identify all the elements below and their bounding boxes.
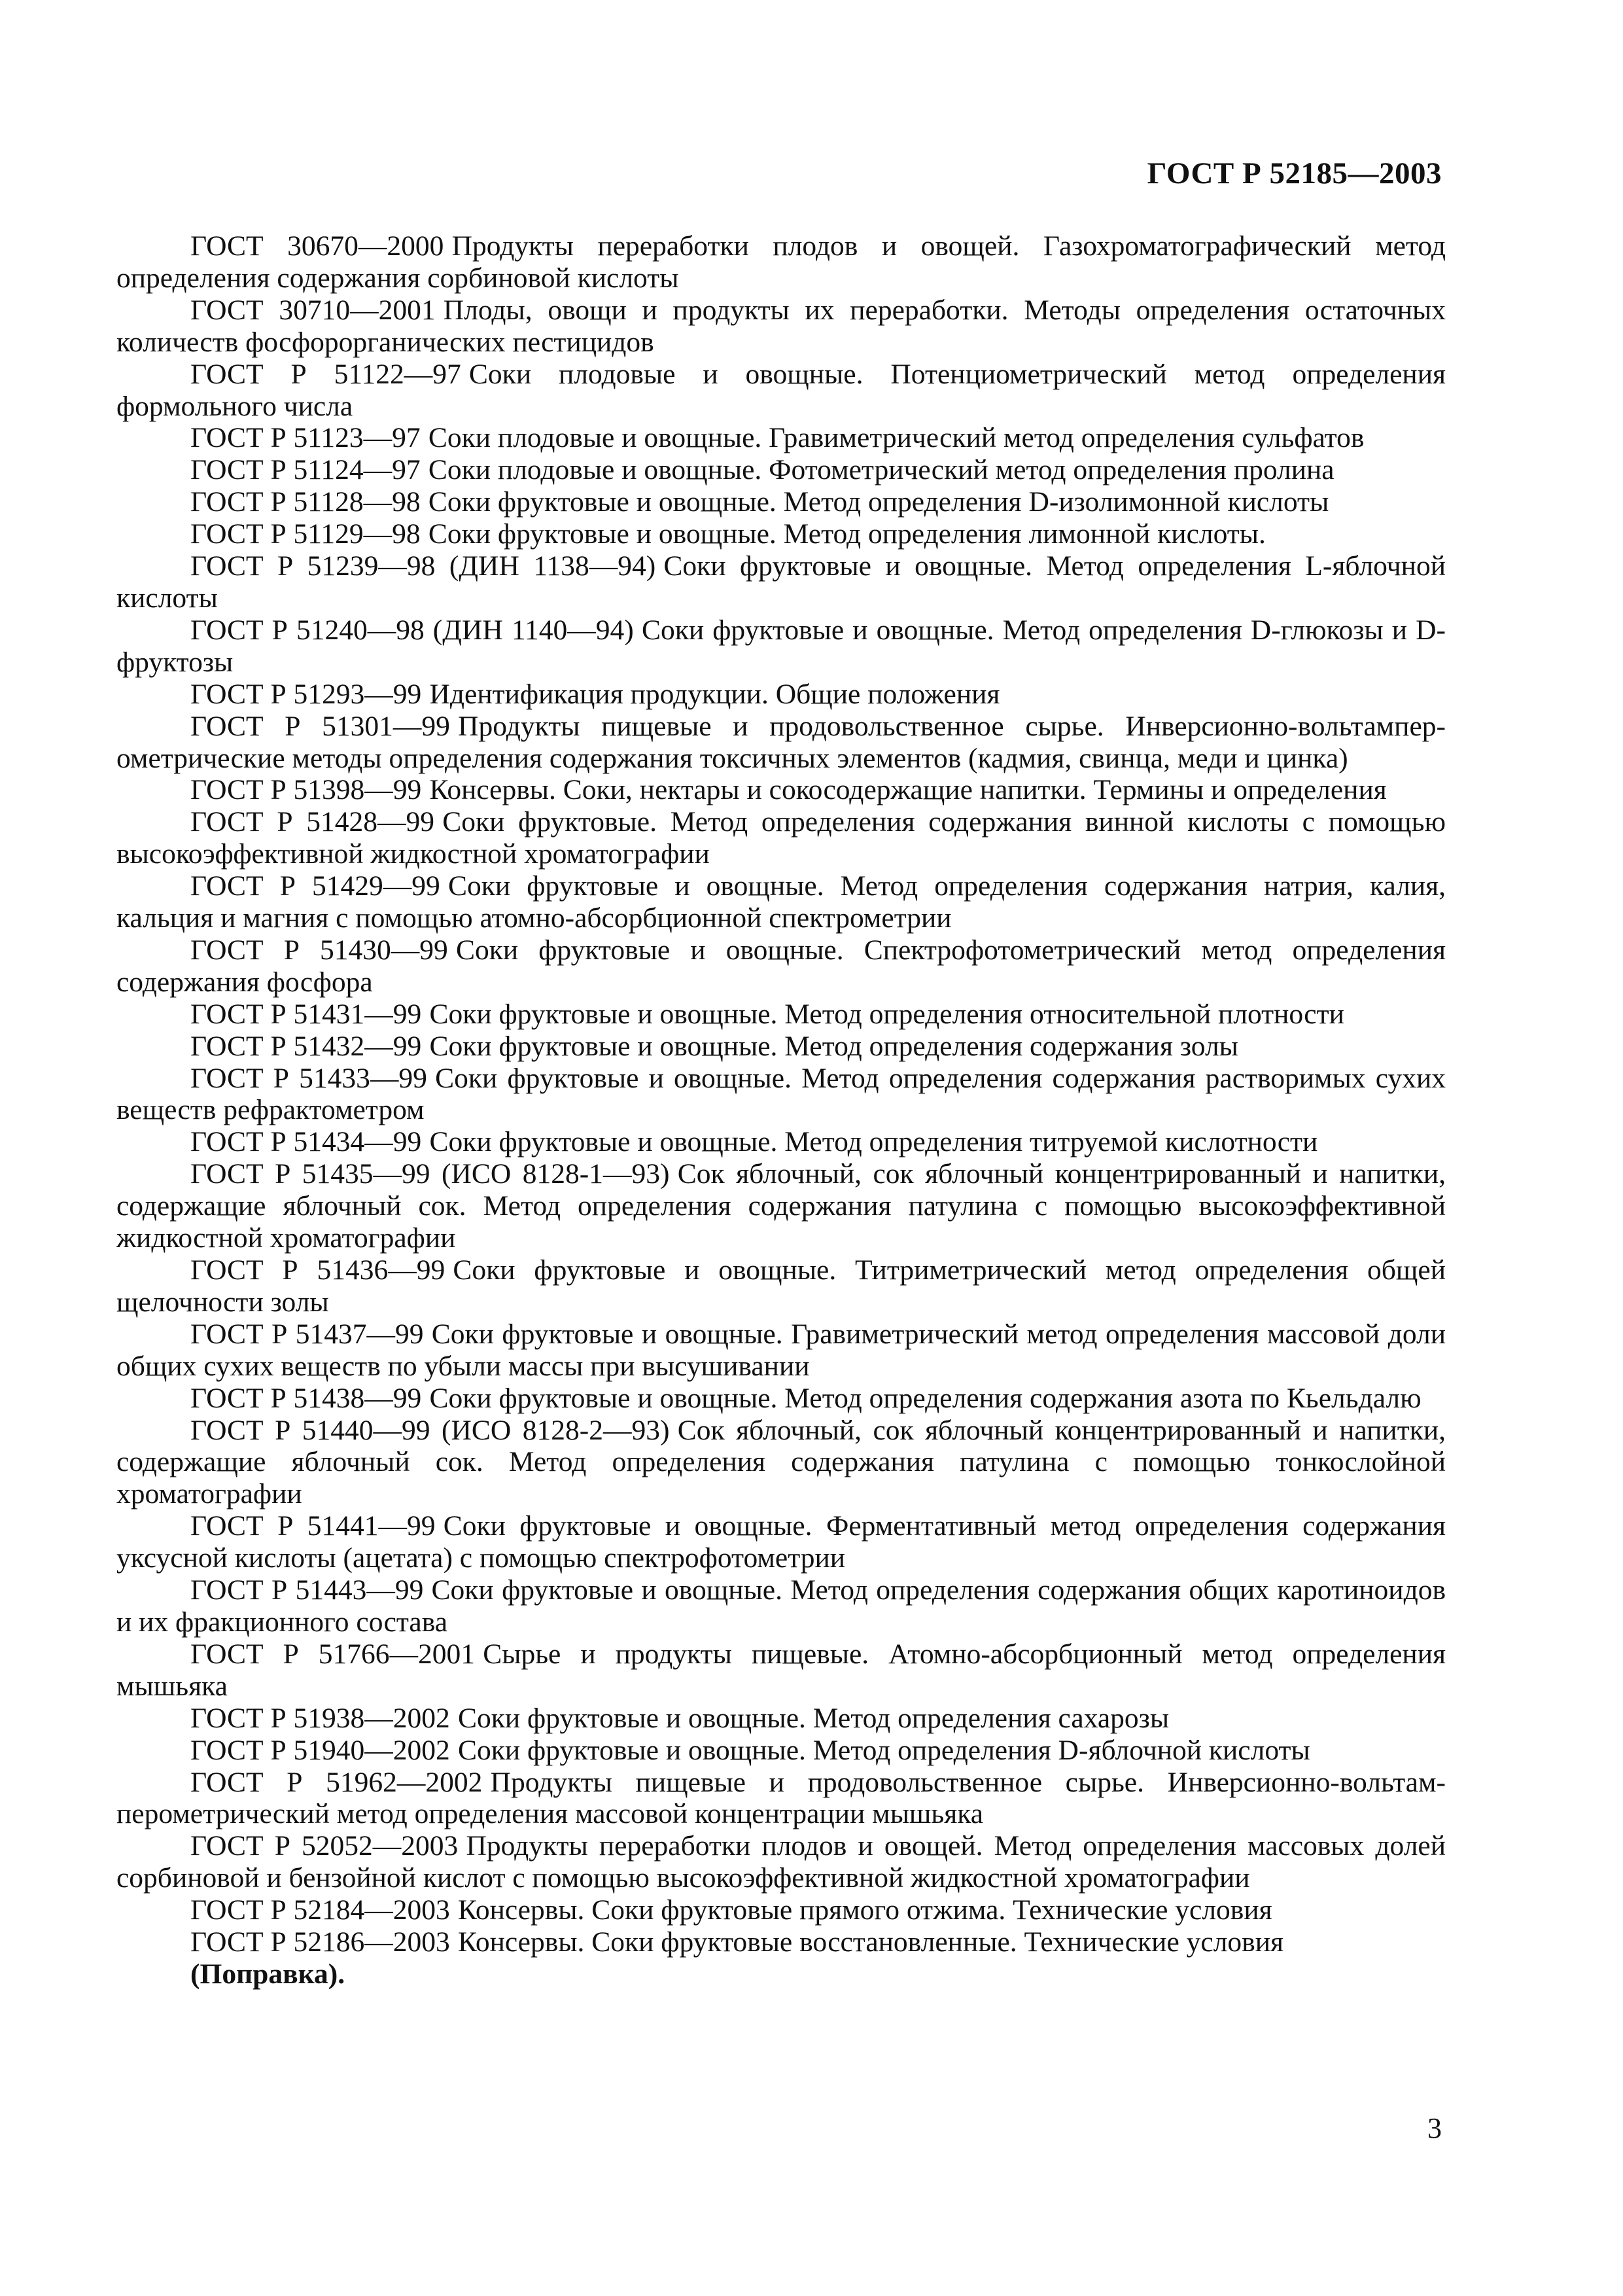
standard-code: ГОСТ Р 51438—99 xyxy=(190,1382,422,1414)
standard-code: ГОСТ 30670—2000 xyxy=(190,230,444,262)
reference-entry xyxy=(116,774,1446,806)
reference-entry xyxy=(116,1158,1446,1254)
standard-title: Плоды, овощи и продукты их переработки. Методы определения остаточных количеств фосфорорганических пестицидов xyxy=(116,294,1446,358)
standard-title: Соки фруктовые и овощные. Гравиметрический метод определения массовой доли общих сухих веществ по убыли массы при высушивании xyxy=(116,1318,1446,1382)
standard-code: ГОСТ Р 51122—97 xyxy=(190,358,461,390)
reference-entry xyxy=(116,998,1446,1031)
standard-title: Соки фруктовые и овощные. Метод определения D-изолимонной кислоты xyxy=(428,486,1329,518)
standard-code: ГОСТ Р 51441—99 xyxy=(190,1510,436,1542)
standard-code: ГОСТ Р 51123—97 xyxy=(190,422,421,454)
standard-code: ГОСТ Р 51431—99 xyxy=(190,998,422,1030)
standard-code: ГОСТ Р 51432—99 xyxy=(190,1030,422,1062)
reference-entry xyxy=(116,1031,1446,1063)
reference-entry xyxy=(116,614,1446,679)
standard-title: Продукты пищевые и продовольственное сырье. Инверсионно-вольтамперометрический метод определения массовой концентрации мышьяка xyxy=(116,1766,1446,1830)
reference-entry xyxy=(116,486,1446,518)
standard-code: ГОСТ Р 51301—99 xyxy=(190,710,450,742)
standard-title: Консервы. Соки фруктовые восстановленные. Технические условия xyxy=(457,1926,1283,1958)
standard-title: Соки фруктовые и овощные. Метод определения D-глюкозы и D-фруктозы xyxy=(116,614,1446,678)
standard-code-header: ГОСТ Р 52185—2003 xyxy=(1147,156,1442,190)
standard-title: Соки фруктовые и овощные. Метод определения содержания растворимых сухих веществ рефрактометром xyxy=(116,1062,1446,1126)
page-number: 3 xyxy=(1427,2112,1442,2144)
standard-title: Сок яблочный, сок яблочный концентрированный и напитки, содержащие яблочный сок. Метод определения содержания патулина с помощью тонкослойной хроматографии xyxy=(116,1414,1446,1510)
standard-code: ГОСТ Р 51293—99 xyxy=(190,678,422,710)
reference-entry xyxy=(116,1415,1446,1511)
standard-code: ГОСТ Р 51437—99 xyxy=(190,1318,424,1350)
standard-title: Соки фруктовые и овощные. Титриметрический метод определения общей щелочности золы xyxy=(116,1254,1446,1318)
reference-entry xyxy=(116,1830,1446,1894)
standard-title: Соки фруктовые. Метод определения содержания винной кислоты с помощью высокоэффективной жидкостной хроматографии xyxy=(116,806,1446,870)
reference-entry xyxy=(116,422,1446,454)
reference-entry xyxy=(116,870,1446,934)
standard-title: Соки фруктовые и овощные. Ферментативный метод определения содержания уксусной кислоты (ацетата) с помощью спектрофотометрии xyxy=(116,1510,1446,1574)
reference-entry xyxy=(116,1703,1446,1735)
standard-code: ГОСТ Р 51766—2001 xyxy=(190,1638,476,1670)
standard-code: ГОСТ Р 51435—99 (ИСО 8128-1—93) xyxy=(190,1158,670,1190)
standard-title: Соки фруктовые и овощные. Метод определения D-яблочной кислоты xyxy=(457,1734,1310,1766)
standard-title: Соки фруктовые и овощные. Метод определения содержания общих каротиноидов и их фракционного состава xyxy=(116,1574,1446,1638)
standard-code: ГОСТ Р 51940—2002 xyxy=(190,1734,450,1766)
reference-entry xyxy=(116,550,1446,614)
normative-references-list xyxy=(116,230,1446,1990)
reference-entry xyxy=(116,679,1446,711)
standard-title: Соки фруктовые и овощные. Метод определения содержания азота по Кьельдалю xyxy=(429,1382,1422,1414)
standard-title: Соки фруктовые и овощные. Метод определения сахарозы xyxy=(457,1702,1170,1734)
reference-entry xyxy=(116,294,1446,359)
reference-entry xyxy=(116,1126,1446,1158)
reference-entry xyxy=(116,454,1446,486)
standard-title: Соки фруктовые и овощные. Спектрофотометрический метод определения содержания фосфора xyxy=(116,934,1446,998)
standard-code: ГОСТ Р 51398—99 xyxy=(190,774,422,806)
standard-title: Соки фруктовые и овощные. Метод определения титруемой кислотности xyxy=(429,1126,1318,1158)
reference-entry xyxy=(116,1510,1446,1574)
standard-title: Соки плодовые и овощные. Потенциометрический метод определения формольного числа xyxy=(116,358,1446,422)
reference-entry xyxy=(116,359,1446,423)
standard-code: ГОСТ Р 51129—98 xyxy=(190,518,421,550)
reference-entry xyxy=(116,1894,1446,1926)
reference-entry xyxy=(116,934,1446,998)
standard-code: ГОСТ Р 51428—99 xyxy=(190,806,435,838)
amendment-note: (Поправка). xyxy=(190,1958,345,1990)
standard-title: Соки плодовые и овощные. Фотометрический метод определения пролина xyxy=(428,454,1335,486)
reference-entry xyxy=(116,518,1446,550)
standard-code: ГОСТ 30710—2001 xyxy=(190,294,436,326)
standard-title: Идентификация продукции. Общие положения xyxy=(429,678,1000,710)
reference-entry xyxy=(116,1063,1446,1127)
standard-title: Продукты переработки плодов и овощей. Газохроматографический метод определения содержания сорбиновой кислоты xyxy=(116,230,1446,294)
standard-code: ГОСТ Р 51240—98 (ДИН 1140—94) xyxy=(190,614,634,646)
standard-title: Продукты переработки плодов и овощей. Метод определения массовых долей сорбиновой и бензойной кислот с помощью высокоэффективной жидкостной хроматографии xyxy=(116,1830,1446,1894)
reference-entry xyxy=(116,1254,1446,1318)
standard-code: ГОСТ Р 52186—2003 xyxy=(190,1926,450,1958)
standard-code: ГОСТ Р 51436—99 xyxy=(190,1254,445,1286)
standard-title: Соки фруктовые и овощные. Метод определения содержания золы xyxy=(429,1030,1238,1062)
standard-code: ГОСТ Р 51124—97 xyxy=(190,454,421,486)
standard-code: ГОСТ Р 51433—99 xyxy=(190,1062,427,1094)
standard-title: Соки фруктовые и овощные. Метод определения относительной плотности xyxy=(429,998,1344,1030)
standard-code: ГОСТ Р 52184—2003 xyxy=(190,1894,450,1926)
standard-title: Соки плодовые и овощные. Гравиметрический метод определения сульфатов xyxy=(428,422,1365,454)
standard-code: ГОСТ Р 51962—2002 xyxy=(190,1766,483,1798)
standard-title: Сырье и продукты пищевые. Атомно-абсорбционный метод определения мышьяка xyxy=(116,1638,1446,1702)
standard-title: Соки фруктовые и овощные. Метод определения содержания натрия, калия, кальция и магния с помощью атомно-абсорбционной спектрометрии xyxy=(116,870,1446,934)
standard-code: ГОСТ Р 51128—98 xyxy=(190,486,421,518)
standard-title: Консервы. Соки фруктовые прямого отжима. Технические условия xyxy=(457,1894,1272,1926)
standard-title: Соки фруктовые и овощные. Метод определения L-яблочной кислоты xyxy=(116,550,1446,614)
standard-title: Консервы. Соки, нектары и сокосодержащие напитки. Термины и определения xyxy=(429,774,1387,806)
reference-entry xyxy=(116,1574,1446,1638)
standard-title: Продукты пищевые и продовольственное сырье. Инверсионно-вольтамперометрические методы определения содержания токсичных элементов (кадмия, свинца, меди и цинка) xyxy=(116,710,1446,774)
reference-entry xyxy=(116,1383,1446,1415)
standard-code: ГОСТ Р 51434—99 xyxy=(190,1126,422,1158)
reference-entry xyxy=(116,1926,1446,1958)
standard-title: Соки фруктовые и овощные. Метод определения лимонной кислоты. xyxy=(428,518,1266,550)
standard-code: ГОСТ Р 52052—2003 xyxy=(190,1830,459,1862)
reference-entry xyxy=(116,1318,1446,1383)
reference-entry xyxy=(116,1638,1446,1703)
standard-code: ГОСТ Р 51239—98 (ДИН 1138—94) xyxy=(190,550,656,582)
standard-code: ГОСТ Р 51430—99 xyxy=(190,934,448,966)
reference-entry xyxy=(116,1735,1446,1767)
standard-code: ГОСТ Р 51440—99 (ИСО 8128-2—93) xyxy=(190,1414,670,1446)
standard-title: Сок яблочный, сок яблочный концентрированный и напитки, содержащие яблочный сок. Метод определения содержания патулина с помощью высокоэффективной жидкостной хроматографии xyxy=(116,1158,1446,1254)
standard-code: ГОСТ Р 51938—2002 xyxy=(190,1702,450,1734)
reference-entry xyxy=(116,711,1446,775)
standard-code: ГОСТ Р 51429—99 xyxy=(190,870,440,902)
reference-entry xyxy=(116,230,1446,294)
reference-entry xyxy=(116,806,1446,870)
reference-entry xyxy=(116,1767,1446,1831)
standard-code: ГОСТ Р 51443—99 xyxy=(190,1574,424,1606)
